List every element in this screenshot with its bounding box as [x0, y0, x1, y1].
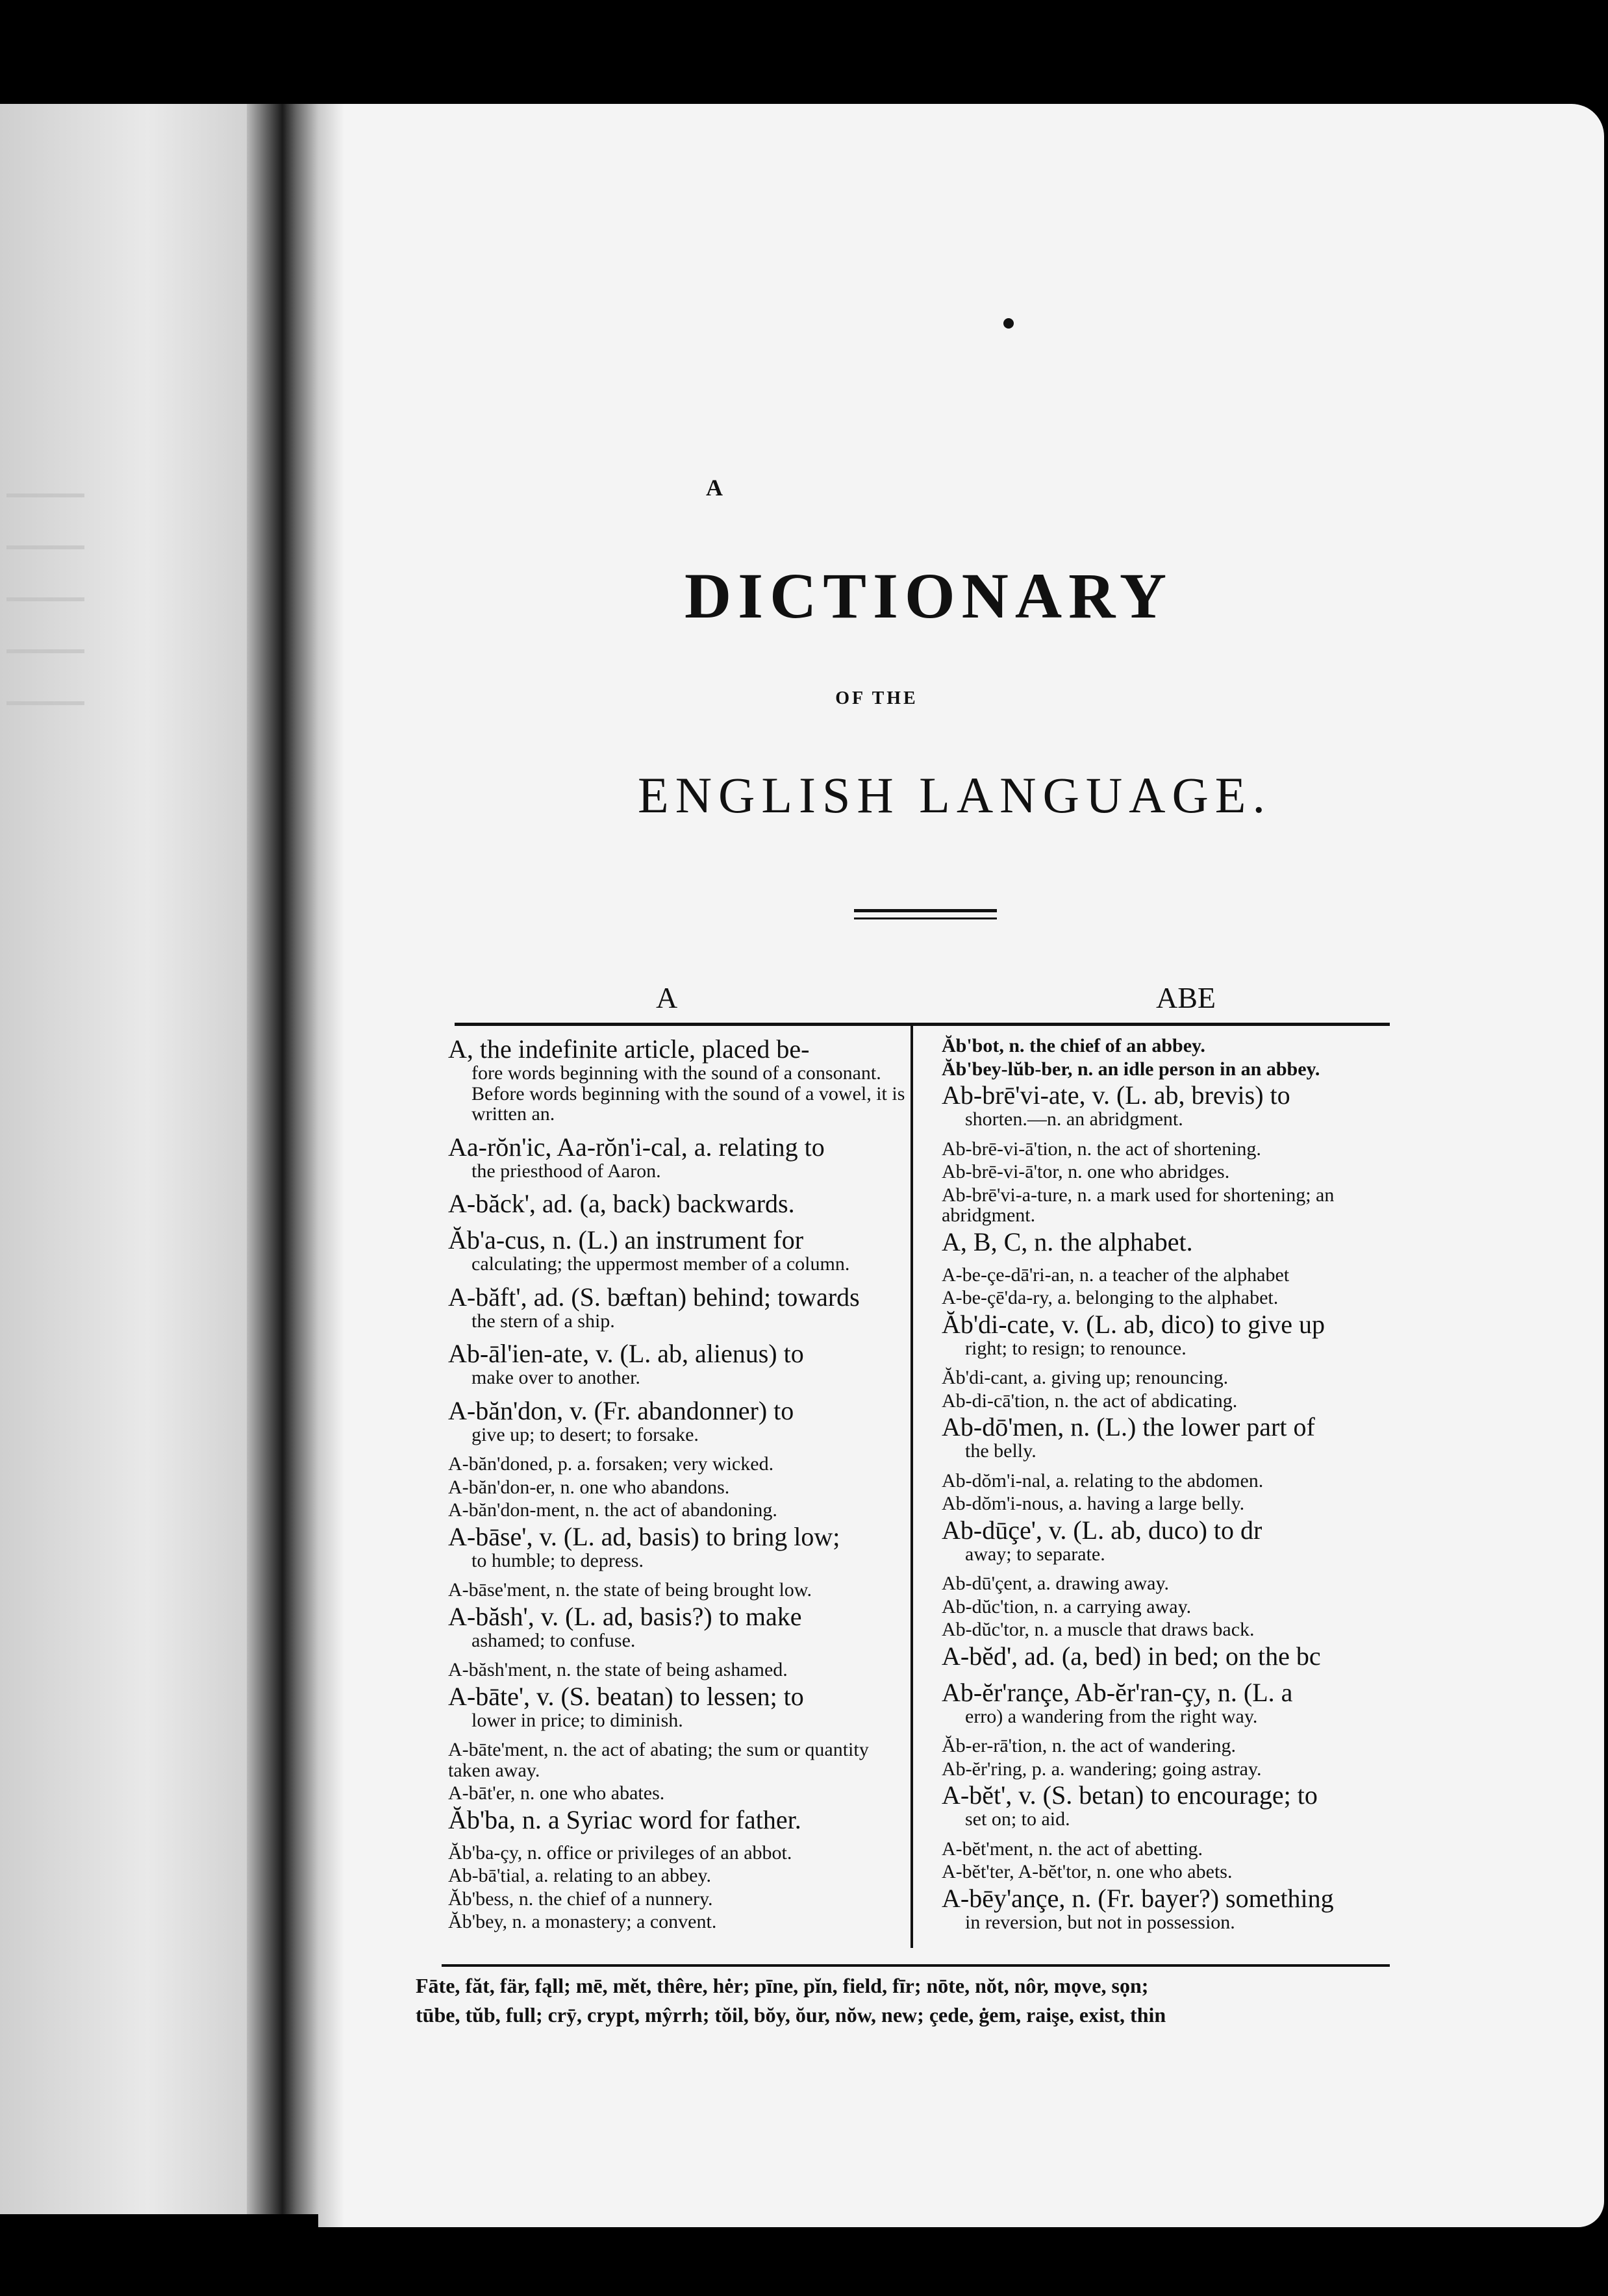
left-page — [0, 104, 247, 2214]
entry-sub: A-băn'don-er, n. one who abandons. — [448, 1476, 730, 1498]
entry-headline: Ab-āl'ien-ate, v. (L. ab, alienus) to — [448, 1339, 804, 1368]
entry-headline: A-bēy'ançe, n. (Fr. bayer?) something — [942, 1883, 1334, 1913]
entry-continuation: give up; to desert; to forsake. — [471, 1423, 699, 1445]
entry-sub: A-be-çe-dā'ri-an, n. a teacher of the alphabet — [942, 1264, 1290, 1286]
bleed-through-line — [6, 701, 84, 705]
entry-continuation: the priesthood of Aaron. — [471, 1160, 661, 1182]
dictionary-entry — [942, 1391, 1396, 1412]
entry-sub: A-bĕt'ter, A-bĕt'tor, n. one who abets. — [942, 1861, 1233, 1882]
bleed-through-line — [6, 545, 84, 549]
dictionary-entry — [942, 1759, 1396, 1780]
entry-headline: Ab-dō'men, n. (L.) the lower part of — [942, 1412, 1315, 1441]
bleed-through-line — [6, 649, 84, 653]
bleed-through-line — [6, 493, 84, 497]
dictionary-entry — [448, 1912, 909, 1932]
entry-headline: A-băsh', v. (L. ad, basis?) to make — [448, 1601, 802, 1631]
entry-sub: A-băn'don-ment, n. the act of abandoning. — [448, 1499, 777, 1521]
entry-headline: Aa-rŏn'ic, Aa-rŏn'i-cal, a. relating to — [448, 1132, 825, 1162]
entry-headline: A-bĕd', ad. (a, bed) in bed; on the bc — [942, 1641, 1321, 1671]
entry-sub: A-bāte'ment, n. the act of abating; the sum or quantity taken away. — [448, 1739, 869, 1781]
dictionary-entry — [448, 1036, 909, 1125]
entry-headline: A-bĕt', v. (S. betan) to encourage; to — [942, 1780, 1318, 1810]
dictionary-entry — [942, 1493, 1396, 1514]
dictionary-entry — [448, 1866, 909, 1886]
entry-sub: Ăb'bess, n. the chief of a nunnery. — [448, 1888, 713, 1910]
entry-sub: Ab-brē'vi-a-ture, n. a mark used for shortening; an abridgment. — [942, 1184, 1335, 1226]
title-article: A — [706, 475, 723, 501]
dictionary-entry — [448, 1454, 909, 1475]
entry-continuation: calculating; the uppermost member of a column. — [471, 1253, 850, 1275]
entry-sub: Ab-ĕr'ring, p. a. wandering; going astray. — [942, 1758, 1262, 1780]
dictionary-entry — [942, 1367, 1396, 1388]
entry-sub: Ab-dŭc'tion, n. a carrying away. — [942, 1595, 1192, 1617]
dictionary-entry — [942, 1782, 1396, 1830]
entry-headline: A-bāse', v. (L. ad, basis) to bring low; — [448, 1521, 840, 1551]
dictionary-entry — [448, 1740, 909, 1780]
entry-sub: A-bāse'ment, n. the state of being brought low. — [448, 1579, 812, 1601]
entry-sub: Ab-bā'tial, a. relating to an abbey. — [448, 1865, 711, 1886]
book-gutter — [247, 104, 318, 2214]
entry-headline: Ab-brē'vi-ate, v. (L. ab, brevis) to — [942, 1080, 1290, 1110]
left-column — [448, 1036, 909, 1935]
entry-headline: A-băn'don, v. (Fr. abandonner) to — [448, 1395, 794, 1425]
dictionary-entry — [448, 1783, 909, 1804]
entry-headline: Ăb'di-cate, v. (L. ab, dico) to give up — [942, 1309, 1325, 1339]
entry-sub: Ăb'bey-lŭb-ber, n. an idle person in an abbey. — [942, 1058, 1320, 1080]
dictionary-entry — [448, 1523, 909, 1571]
ink-dot — [1003, 318, 1014, 329]
dictionary-entry — [942, 1679, 1396, 1727]
entry-headline: Ab-dūçe', v. (L. ab, duco) to dr — [942, 1515, 1263, 1545]
dictionary-entry — [942, 1059, 1396, 1080]
entry-continuation: right; to resign; to renounce. — [965, 1337, 1187, 1359]
entry-sub: Ăb-er-rā'tion, n. the act of wandering. — [942, 1735, 1236, 1756]
entry-headline: A, B, C, n. the alphabet. — [942, 1227, 1193, 1256]
entry-sub: Ăb'bey, n. a monastery; a convent. — [448, 1911, 717, 1932]
dictionary-entry — [448, 1683, 909, 1731]
entry-sub: A-băn'doned, p. a. forsaken; very wicked. — [448, 1453, 774, 1475]
dictionary-entry — [942, 1229, 1396, 1256]
entry-sub: A-bāt'er, n. one who abates. — [448, 1782, 665, 1804]
entry-continuation: make over to another. — [471, 1367, 640, 1388]
entry-sub: Ab-dū'çent, a. drawing away. — [942, 1573, 1169, 1594]
dictionary-entry — [448, 1190, 909, 1217]
dictionary-entry — [942, 1862, 1396, 1882]
dictionary-entry — [448, 1284, 909, 1332]
footer-rule — [442, 1964, 1390, 1967]
dictionary-entry — [448, 1500, 909, 1521]
column-rule — [911, 1026, 913, 1948]
entry-headline: Ăb'ba, n. a Syriac word for father. — [448, 1804, 801, 1834]
entry-sub: Ab-brē-vi-ā'tion, n. the act of shortening. — [942, 1138, 1261, 1160]
dictionary-entry — [448, 1340, 909, 1388]
entry-continuation: set on; to aid. — [965, 1808, 1070, 1830]
entry-sub: Ăb'di-cant, a. giving up; renouncing. — [942, 1367, 1229, 1388]
entry-continuation: lower in price; to diminish. — [471, 1709, 683, 1731]
entry-headline: A-băck', ad. (a, back) backwards. — [448, 1189, 795, 1218]
entry-sub: Ab-brē-vi-ā'tor, n. one who abridges. — [942, 1161, 1230, 1182]
entry-sub: Ab-dŏm'i-nous, a. having a large belly. — [942, 1493, 1245, 1514]
dictionary-entry — [942, 1839, 1396, 1860]
entry-continuation: the belly. — [965, 1440, 1036, 1462]
dictionary-entry — [448, 1580, 909, 1601]
title-language: ENGLISH LANGUAGE. — [638, 767, 1272, 823]
header-rule — [455, 1023, 1390, 1026]
entry-sub: A-băsh'ment, n. the state of being ashamed. — [448, 1659, 788, 1680]
dictionary-entry — [942, 1414, 1396, 1462]
entry-headline: Ab-ĕr'rançe, Ab-ĕr'ran-çy, n. (L. a — [942, 1677, 1293, 1707]
entry-headline: A-bāte', v. (S. beatan) to lessen; to — [448, 1681, 804, 1711]
dictionary-entry — [942, 1597, 1396, 1617]
entry-continuation: away; to separate. — [965, 1543, 1105, 1565]
dictionary-entry — [942, 1162, 1396, 1182]
entry-continuation: to humble; to depress. — [471, 1549, 644, 1571]
dictionary-entry — [942, 1573, 1396, 1594]
dictionary-entry — [942, 1139, 1396, 1160]
dictionary-entry — [448, 1660, 909, 1680]
entry-headline: A, the indefinite article, placed be- — [448, 1034, 810, 1064]
dictionary-entry — [942, 1471, 1396, 1491]
entry-continuation: in reversion, but not in possession. — [965, 1911, 1235, 1933]
dictionary-entry — [942, 1288, 1396, 1308]
decorative-rule — [854, 909, 997, 919]
dictionary-entry — [942, 1643, 1396, 1670]
dictionary-entry — [942, 1619, 1396, 1640]
entry-continuation: shorten.—n. an abridgment. — [965, 1108, 1183, 1130]
entry-headline: A-băft', ad. (S. bæftan) behind; towards — [448, 1282, 860, 1312]
title-dictionary: DICTIONARY — [684, 560, 1174, 632]
entry-sub: Ab-di-cā'tion, n. the act of abdicating. — [942, 1390, 1238, 1412]
dictionary-entry — [448, 1134, 909, 1182]
dictionary-entry — [942, 1517, 1396, 1565]
page-shade — [318, 104, 344, 2227]
dictionary-entry — [942, 1082, 1396, 1130]
dictionary-entry — [448, 1477, 909, 1498]
running-head-left: A — [656, 981, 678, 1014]
entry-headline: Ăb'a-cus, n. (L.) an instrument for — [448, 1225, 804, 1254]
dictionary-entry — [448, 1889, 909, 1910]
dictionary-entry — [942, 1185, 1396, 1226]
pronunciation-key-line-2: tūbe, tŭb, full; crȳ, crypt, mŷrrh; tŏil, bŏy, ŏur, nŏw, new; çede, ġem, raişe, exist, thin — [416, 2003, 1166, 2027]
dictionary-entry — [448, 1603, 909, 1651]
dictionary-entry — [448, 1806, 909, 1834]
entry-sub: Ăb'ba-çy, n. office or privileges of an abbot. — [448, 1841, 792, 1864]
entry-sub: A-be-çē'da-ry, a. belonging to the alphabet. — [942, 1287, 1279, 1308]
bleed-through-line — [6, 597, 84, 601]
dictionary-entry — [448, 1397, 909, 1445]
right-column — [942, 1036, 1396, 1941]
running-head-right: ABE — [1156, 981, 1216, 1014]
title-of-the: OF THE — [835, 688, 918, 708]
dictionary-entry — [448, 1843, 909, 1864]
dictionary-entry — [942, 1311, 1396, 1359]
entry-sub: Ab-dŭc'tor, n. a muscle that draws back. — [942, 1619, 1255, 1640]
pronunciation-key-line-1: Fāte, făt, fär, fąll; mē, mĕt, thêre, hėr; pīne, pĭn, field, fīr; nōte, nŏt, nôr, mọve, sọn; — [416, 1974, 1149, 1997]
entry-sub: Ăb'bot, n. the chief of an abbey. — [942, 1035, 1205, 1056]
dictionary-entry — [448, 1227, 909, 1275]
dictionary-entry — [942, 1265, 1396, 1286]
entry-continuation: erro) a wandering from the right way. — [965, 1705, 1258, 1727]
entry-continuation: the stern of a ship. — [471, 1310, 615, 1332]
dictionary-entry — [942, 1885, 1396, 1933]
dictionary-entry — [942, 1736, 1396, 1756]
dictionary-entry — [942, 1036, 1396, 1056]
entry-sub: A-bĕt'ment, n. the act of abetting. — [942, 1838, 1203, 1860]
entry-continuation: fore words beginning with the sound of a consonant. Before words beginning with the sound of a vowel, it is written an. — [471, 1062, 905, 1125]
entry-sub: Ab-dŏm'i-nal, a. relating to the abdomen. — [942, 1469, 1264, 1491]
entry-continuation: ashamed; to confuse. — [471, 1629, 636, 1651]
